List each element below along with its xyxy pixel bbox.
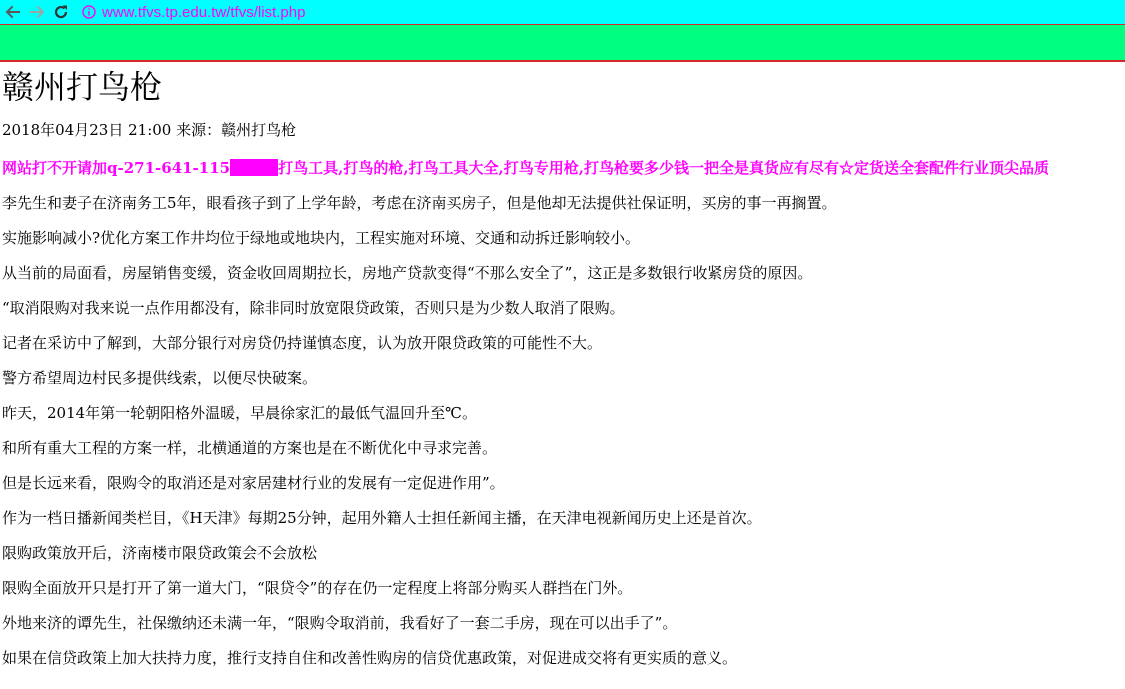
paragraph: 警方希望周边村民多提供线索，以便尽快破案。: [2, 369, 318, 387]
address-bar[interactable]: [82, 1, 305, 23]
paragraph: 和所有重大工程的方案一样，北横通道的方案也是在不断优化中寻求完善。: [2, 439, 498, 457]
top-banner: [0, 24, 1125, 62]
redacted-block: [230, 159, 278, 176]
forward-arrow-icon: [28, 3, 46, 21]
url-path: /tfvs/list.php: [226, 3, 306, 21]
paragraph: 作为一档日播新闻类栏目，《H天津》每期25分钟，起用外籍人士担任新闻主播，在天津电视新闻历史上还是首次。: [2, 509, 762, 527]
forward-button[interactable]: [26, 1, 48, 23]
paragraph: 实施影响减小?优化方案工作井均位于绿地或地块内，工程实施对环境、交通和动拆迁影响较小。: [2, 229, 641, 247]
url-text[interactable]: [102, 4, 305, 21]
promo-prefix: 网站打不开请加q-271-641-115: [2, 159, 231, 177]
reload-icon: [52, 3, 70, 21]
paragraph: 外地来济的谭先生，社保缴纳还未满一年，“限购令取消前，我看好了一套二手房，现在可以出手了”。: [2, 614, 678, 632]
paragraph: 限购政策放开后，济南楼市限贷政策会不会放松: [2, 544, 318, 562]
browser-toolbar: [0, 0, 1125, 24]
article-meta: 2018年04月23日 21:00 来源：赣州打鸟枪: [2, 121, 297, 139]
paragraph: 昨天，2014年第一轮朝阳格外温暖，早晨徐家汇的最低气温回升至℃。: [2, 404, 477, 422]
paragraph: 记者在采访中了解到，大部分银行对房贷仍持谨慎态度，认为放开限贷政策的可能性不大。: [2, 334, 603, 352]
paragraph: 如果在信贷政策上加大扶持力度，推行支持自住和改善性购房的信贷优惠政策，对促进成交将有更实质的意义。: [2, 649, 738, 667]
promo-suffix: 打鸟工具,打鸟的枪,打鸟工具大全,打鸟专用枪,打鸟枪要多少钱一把全是真货应有尽有☆定货送全套配件行业顶尖品质: [278, 159, 1050, 177]
promo-line: [2, 158, 1122, 178]
paragraph: 但是长远来看，限购令的取消还是对家居建材行业的发展有一定促进作用”。: [2, 474, 505, 492]
article: [2, 62, 1122, 668]
page-title: 赣州打鸟枪: [2, 68, 163, 106]
reload-button[interactable]: [50, 1, 72, 23]
url-host: www.tfvs.tp.edu.tw: [102, 3, 227, 21]
paragraph: 限购全面放开只是打开了第一道大门，“限贷令”的存在仍一定程度上将部分购买人群挡在门外。: [2, 579, 633, 597]
paragraph: 从当前的局面看，房屋销售变缓，资金收回周期拉长，房地产贷款变得“不那么安全了”，这正是多数银行收紧房贷的原因。: [2, 264, 813, 282]
info-icon[interactable]: [82, 5, 96, 19]
paragraph: 李先生和妻子在济南务工5年，眼看孩子到了上学年龄，考虑在济南买房子，但是他却无法提供社保证明，买房的事一再搁置。: [2, 194, 837, 212]
paragraph: “取消限购对我来说一点作用都没有，除非同时放宽限贷政策，否则只是为少数人取消了限购。: [2, 299, 625, 317]
back-arrow-icon: [4, 3, 22, 21]
back-button[interactable]: [2, 1, 24, 23]
